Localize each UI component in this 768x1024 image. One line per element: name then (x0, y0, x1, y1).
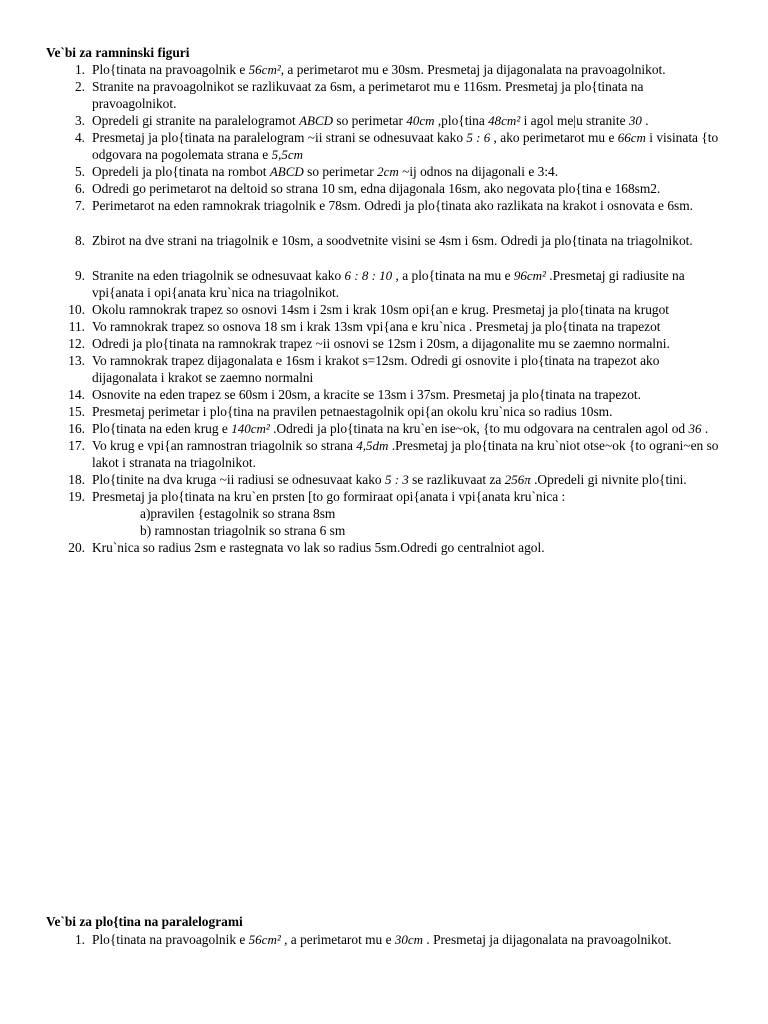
exercise-list (0, 931, 768, 948)
item-number: 9. (74, 268, 85, 283)
exercise-item (0, 539, 722, 556)
math-expression: 5 : 3 (384, 472, 409, 487)
math-expression: 6 : 8 : 10 (344, 268, 393, 283)
math-expression: 30cm (394, 932, 424, 947)
item-text: i agol me|u stranite (520, 113, 629, 128)
section-title: Ve`bi za ramninski figuri (46, 45, 190, 60)
exercise-item (0, 931, 722, 948)
item-number: 19. (68, 489, 85, 504)
item-text: Zbirot na dve strani na triagolnik e 10sm, a soodvetnite visini se 4sm i 6sm. Odredi ja plo{tinata na triagolnikot. (92, 233, 693, 248)
item-number: 1. (74, 62, 85, 77)
item-text: Odredi ja plo{tinata na ramnokrak trapez ~ii osnovi se 12sm i 20sm, a dijagonalite mu se zaemno normalni. (92, 336, 670, 351)
item-text: . (701, 421, 709, 436)
math-expression: 36 (688, 421, 702, 436)
item-number: 3. (74, 113, 85, 128)
item-text: se razlikuvaat za (408, 472, 505, 487)
item-text: , a plo{tinata na mu e (392, 268, 514, 283)
exercise-item (0, 437, 722, 471)
item-number: 13. (68, 353, 85, 368)
item-text: so perimetar (333, 113, 407, 128)
exercise-item (0, 352, 722, 386)
exercise-item (0, 420, 722, 437)
item-text: .Presmetaj gi radiusite na vpi{anata i opi{anata kru`nica na triagolnikot. (92, 268, 685, 300)
exercise-item (0, 386, 722, 403)
math-expression: 56cm² (248, 932, 281, 947)
math-expression: 40cm (406, 113, 435, 128)
item-text: , a perimetarot mu e (280, 932, 395, 947)
math-expression: 5,5cm (271, 147, 304, 162)
math-expression: 256π (504, 472, 531, 487)
item-text: , a perimetarot mu e 30sm. Presmetaj ja dijagonalata na pravoagolnikot. (280, 62, 666, 77)
item-number: 20. (68, 540, 85, 555)
item-text: Plo{tinite na dva kruga ~ii radiusi se odnesuvaat kako (92, 472, 385, 487)
item-text: Kru`nica so radius 2sm e rastegnata vo lak so radius 5sm.Odredi go centralniot agol. (92, 540, 545, 555)
exercise-item (0, 112, 722, 129)
item-text: ~ij odnos na dijagonali e 3:4. (398, 164, 559, 179)
exercise-item (0, 61, 722, 78)
item-text: Stranite na eden triagolnik se odnesuvaat kako (92, 268, 345, 283)
math-expression: 2cm (377, 164, 399, 179)
math-expression: ABCD (269, 164, 304, 179)
math-expression: 4,5dm (356, 438, 389, 453)
item-number: 7. (74, 198, 85, 213)
item-number: 12. (68, 336, 85, 351)
item-number: 10. (68, 302, 85, 317)
exercise-item (0, 163, 722, 180)
math-expression: 66cm (617, 130, 646, 145)
item-number: 8. (74, 233, 85, 248)
item-text: Plo{tinata na pravoagolnik e (92, 932, 249, 947)
item-text: .Opredeli gi nivnite plo{tini. (530, 472, 687, 487)
item-text: Vo ramnokrak trapez so osnova 18 sm i krak 13sm vpi{ana e kru`nica . Presmetaj ja plo{tinata na trapezot (92, 319, 661, 334)
item-text: , ako perimetarot mu e (490, 130, 618, 145)
item-text: Okolu ramnokrak trapez so osnovi 14sm i 2sm i krak 10sm opi{an e krug. Presmetaj ja plo{tinata na krugot (92, 302, 670, 317)
exercise-item (0, 335, 722, 352)
item-number: 14. (68, 387, 85, 402)
exercise-item (0, 488, 722, 539)
item-number: 5. (74, 164, 85, 179)
math-expression: 5 : 6 (466, 130, 491, 145)
exercise-item (0, 232, 722, 249)
exercise-item (0, 403, 722, 420)
item-text: Opredeli gi stranite na paralelogramot (92, 113, 300, 128)
item-number: 16. (68, 421, 85, 436)
exercise-list (0, 61, 768, 556)
math-expression: 96cm² (513, 268, 546, 283)
item-text: . (641, 113, 649, 128)
item-text: . Presmetaj ja dijagonalata na pravoagolnikot. (423, 932, 672, 947)
item-text: Presmetaj ja plo{tinata na kru`en prsten [to go formiraat opi{anata i vpi{anata kru`nica : (92, 489, 566, 504)
item-text: ,plo{tina (434, 113, 489, 128)
sub-item: a)pravilen {estagolnik so strana 8sm (140, 506, 336, 521)
item-text: Vo krug e vpi{an ramnostran triagolnik so strana (92, 438, 357, 453)
item-number: 1. (74, 932, 85, 947)
spacer (0, 214, 768, 232)
exercise-item (0, 471, 722, 488)
item-text: Presmetaj ja plo{tinata na paralelogram ~ii strani se odnesuvaat kako (92, 130, 467, 145)
item-text: Perimetarot na eden ramnokrak triagolnik e 78sm. Odredi ja plo{tinata ako razlikata na krakot i osnovata e 6sm. (92, 198, 694, 213)
item-text: .Presmetaj ja plo{tinata na kru`niot otse~ok {to ograni~en so lakot i stranata na triagolnikot. (92, 438, 719, 470)
spacer (0, 249, 768, 267)
exercise-item (0, 267, 722, 301)
item-text: Osnovite na eden trapez se 60sm i 20sm, a kracite se 13sm i 37sm. Presmetaj ja plo{tinata na trapezot. (92, 387, 641, 402)
item-text: Plo{tinata na eden krug e (92, 421, 232, 436)
math-expression: 30 (628, 113, 642, 128)
item-text: Presmetaj perimetar i plo{tina na pravilen petnaestagolnik opi{an okolu kru`nica so radius 10sm. (92, 404, 613, 419)
item-text: Vo ramnokrak trapez dijagonalata e 16sm i krakot s=12sm. Odredi gi osnovite i plo{tinata na trapezot ako dijagonalata i krakot se zaemno normalni (92, 353, 660, 385)
item-number: 4. (74, 130, 85, 145)
math-expression: 56cm² (248, 62, 281, 77)
math-expression: 48cm² (488, 113, 521, 128)
item-text: i visinata {to odgovara na pogolemata strana e (92, 130, 719, 162)
exercise-item (0, 318, 722, 335)
math-expression: ABCD (299, 113, 334, 128)
exercise-item (0, 197, 722, 214)
exercise-item (0, 78, 722, 112)
exercise-item (0, 301, 722, 318)
item-number: 17. (68, 438, 85, 453)
item-text: Stranite na pravoagolnikot se razlikuvaat za 6sm, a perimetarot mu e 116sm. Presmetaj ja plo{tinata na pravoagolnikot. (92, 79, 644, 111)
item-number: 11. (68, 319, 85, 334)
section-title: Ve`bi za plo{tina na paralelogrami (46, 914, 243, 929)
item-text: .Odredi ja plo{tinata na kru`en ise~ok, {to mu odgovara na centralen agol od (269, 421, 689, 436)
math-expression: 140cm² (231, 421, 270, 436)
item-number: 15. (68, 404, 85, 419)
item-text: Odredi go perimetarot na deltoid so strana 10 sm, edna dijagonala 16sm, ako negovata plo{tina e 168sm2. (92, 181, 661, 196)
item-number: 2. (74, 79, 85, 94)
item-text: so perimetar (303, 164, 378, 179)
item-text: Opredeli ja plo{tinata na rombot (92, 164, 270, 179)
sub-item: b) ramnostan triagolnik so strana 6 sm (140, 523, 346, 538)
item-number: 18. (68, 472, 85, 487)
item-text: Plo{tinata na pravoagolnik e (92, 62, 249, 77)
exercise-item (0, 129, 722, 163)
item-number: 6. (74, 181, 85, 196)
exercise-item (0, 180, 722, 197)
